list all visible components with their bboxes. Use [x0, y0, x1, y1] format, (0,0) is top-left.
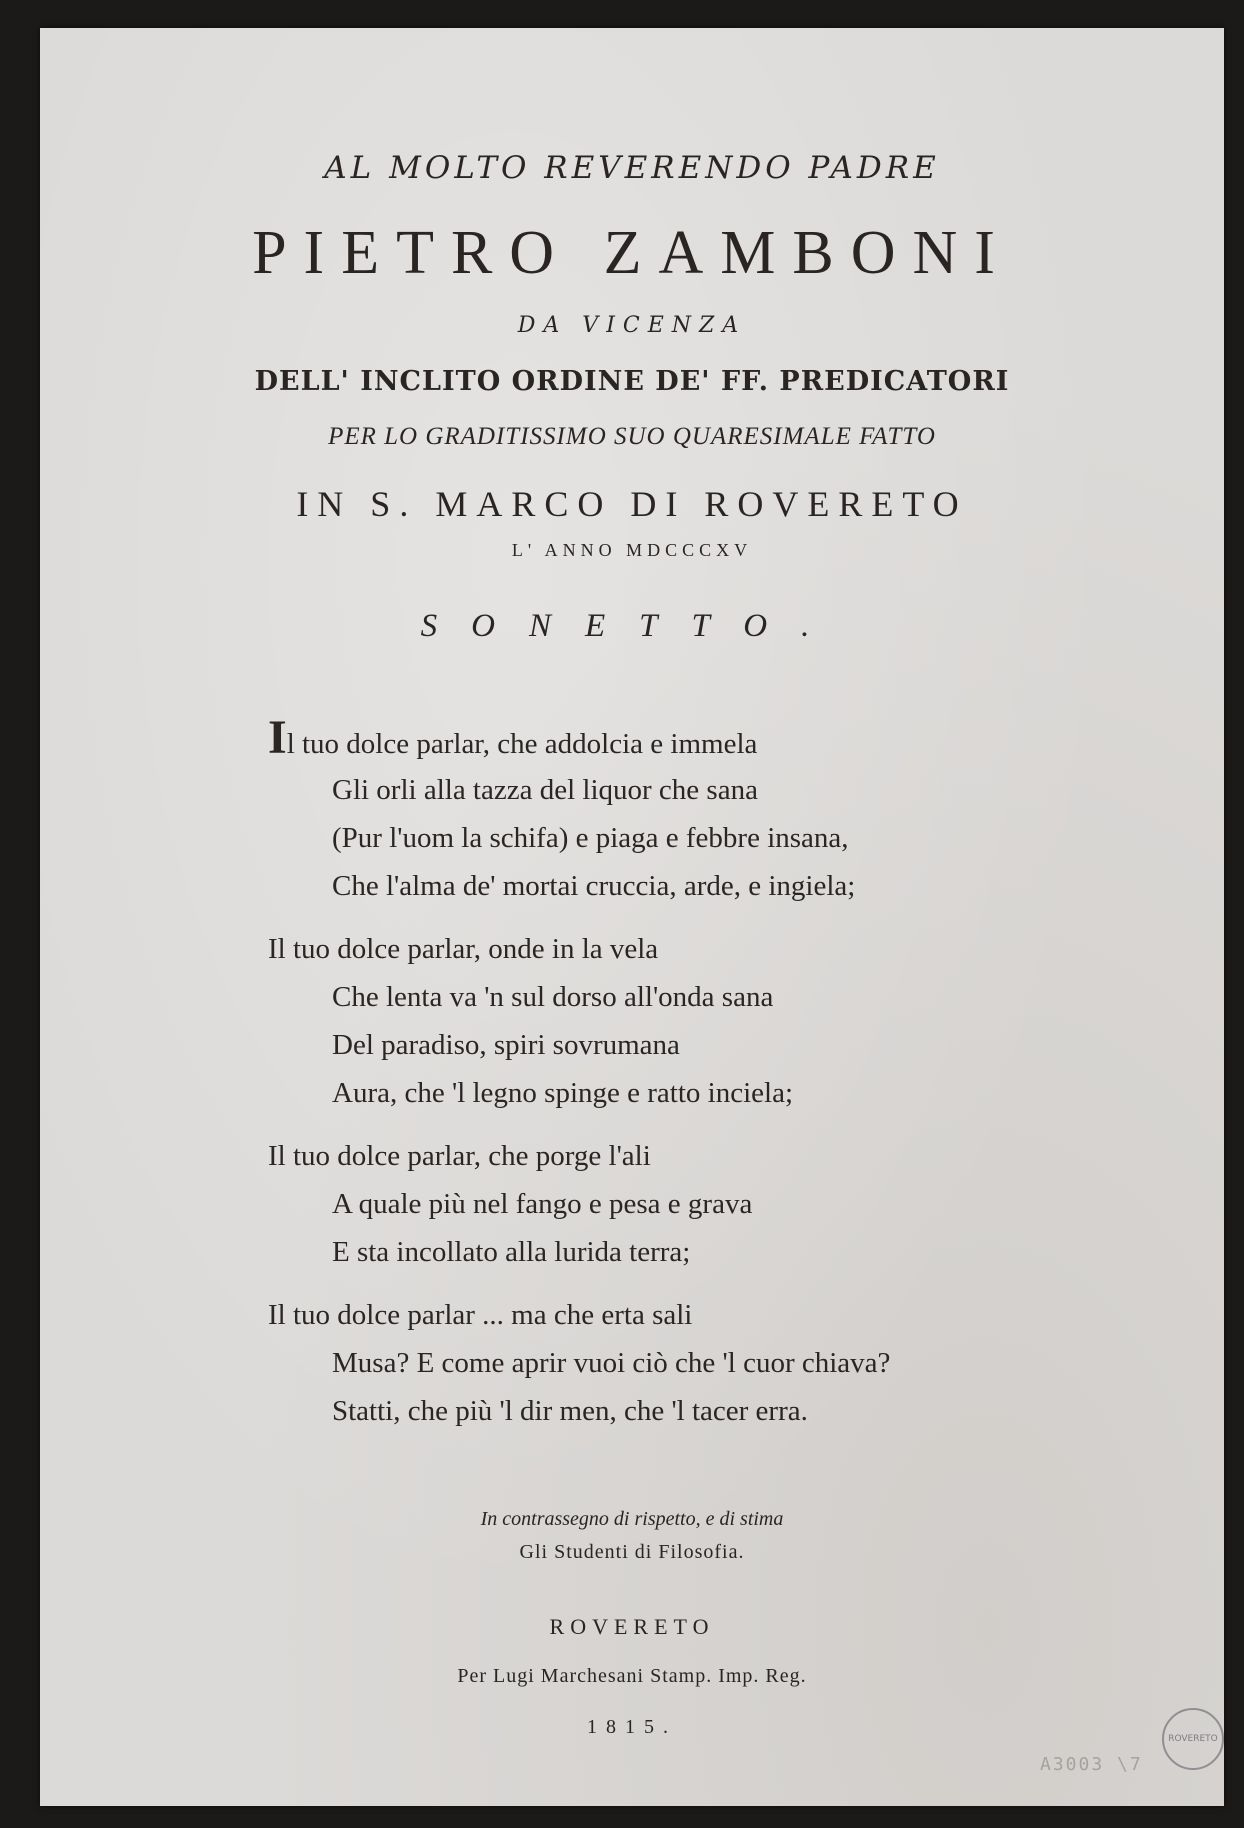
verse-line: Gli orli alla tazza del liquor che sana	[332, 774, 758, 806]
verse-line: Che l'alma de' mortai cruccia, arde, e ingiela;	[332, 870, 856, 902]
verse-line: Il tuo dolce parlar, che addolcia e immela	[268, 711, 758, 764]
stanza-3	[268, 1132, 890, 1276]
stanza-2	[268, 925, 890, 1117]
order-line: DELL' INCLITO ORDINE DE' FF. PREDICATORI	[254, 366, 1010, 397]
signatories-line: Gli Studenti di Filosofia.	[519, 1541, 745, 1563]
verse-line: Del paradiso, spiri sovrumana	[332, 1029, 680, 1061]
honoree-name: PIETRO ZAMBONI	[252, 219, 1012, 287]
verse-line: Aura, che 'l legno spinge e ratto inciela;	[332, 1077, 793, 1109]
verse-line: Il tuo dolce parlar, onde in la vela	[268, 933, 659, 965]
verse-line: Il tuo dolce parlar, che porge l'ali	[268, 1140, 651, 1172]
verse-line: Statti, che più 'l dir men, che 'l tacer erra.	[332, 1395, 808, 1427]
drop-cap: I	[268, 711, 287, 764]
year-line: L' ANNO MDCCCXV	[511, 540, 753, 560]
verse-line: Musa? E come aprir vuoi ciò che 'l cuor chiava?	[332, 1347, 891, 1379]
sonnet	[268, 711, 891, 1450]
tribute-line: In contrassegno di rispetto, e di stima	[480, 1508, 784, 1530]
verse-line: E sta incollato alla lurida terra;	[332, 1236, 691, 1268]
dedication-line: AL MOLTO REVERENDO PADRE	[324, 150, 940, 186]
origin-line: DA VICENZA	[517, 313, 747, 338]
verse-line: Che lenta va 'n sul dorso all'onda sana	[332, 981, 774, 1013]
form-title: SONETTO.	[420, 608, 844, 644]
verse-line: A quale più nel fango e pesa e grava	[332, 1188, 753, 1220]
imprint-year: 1815.	[587, 1716, 677, 1738]
imprint-printer: Per Lugi Marchesani Stamp. Imp. Reg.	[457, 1665, 807, 1687]
verse-line: Il tuo dolce parlar ... ma che erta sali	[268, 1299, 693, 1331]
place-line: IN S. MARCO DI ROVERETO	[296, 484, 968, 524]
imprint-city: ROVERETO	[549, 1614, 715, 1639]
library-stamp: ROVERETO	[1162, 1708, 1224, 1770]
stanza-4	[268, 1291, 890, 1435]
broadside-sheet	[40, 28, 1224, 1806]
inventory-number: A3003 \7	[1040, 1754, 1143, 1775]
stanza-1	[268, 711, 890, 910]
occasion-line: PER LO GRADITISSIMO SUO QUARESIMALE FATTO	[328, 423, 936, 450]
verse-line: (Pur l'uom la schifa) e piaga e febbre insana,	[332, 822, 849, 854]
